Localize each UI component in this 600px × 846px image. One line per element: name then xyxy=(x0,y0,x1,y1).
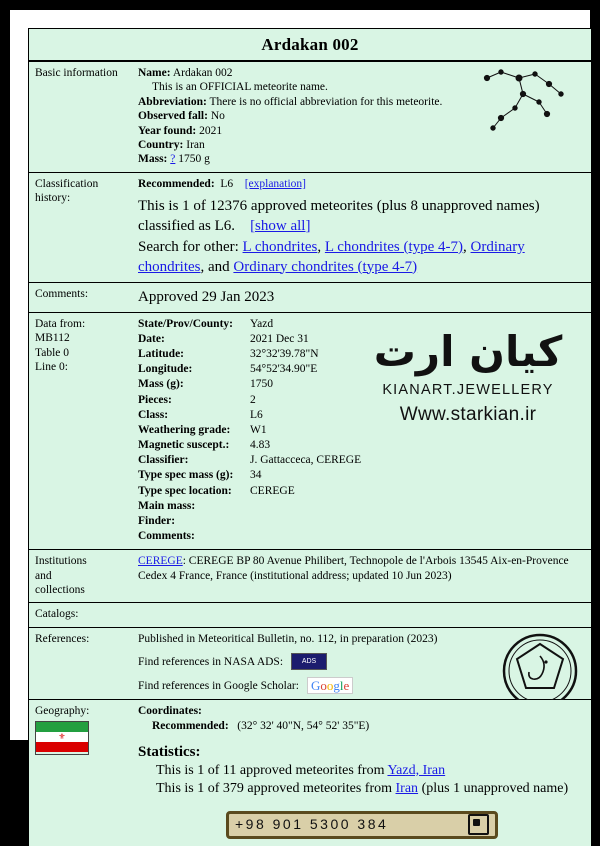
row-body-geography xyxy=(132,700,591,846)
recommended-line xyxy=(138,177,586,191)
institutions-label-line-0: Institutions xyxy=(35,555,87,568)
search-link-ordinary-chondrites[interactable]: Ordinary chondrites xyxy=(138,239,525,275)
row-label-comments xyxy=(29,283,132,313)
row-body-basic-information xyxy=(132,62,591,173)
row-label-basic-information xyxy=(29,62,132,173)
institutions-label-line-1: and xyxy=(35,569,52,582)
basic-mass-line xyxy=(138,152,586,166)
table-row xyxy=(138,453,586,468)
basic-name-key: Name: xyxy=(138,67,171,79)
field-key: Longitude: xyxy=(138,363,193,376)
flag-red-band xyxy=(36,742,88,752)
statistics-country-link[interactable]: Iran xyxy=(395,781,419,797)
field-key: Mass (g): xyxy=(138,378,184,391)
table-row xyxy=(138,529,586,544)
table-row xyxy=(138,499,586,514)
field-value: 2 xyxy=(250,393,256,406)
data-from-label-line-1: MB112 xyxy=(35,332,70,345)
statistics-region-link[interactable]: Yazd, Iran xyxy=(387,762,446,778)
basic-year-value: 2021 xyxy=(199,124,223,137)
search-link-l-chondrites-type-4-7[interactable]: L chondrites (type 4-7) xyxy=(324,239,464,255)
field-value xyxy=(250,499,586,514)
circular-seal-icon xyxy=(501,632,579,710)
google-letter-g: G xyxy=(310,678,321,694)
search-for-other-block: Search for other: L chondrites, L chondrites (type 4-7), Ordinary chondrites, and Ordinary chondrites (type 4-7) xyxy=(138,239,525,275)
basic-mass-value: 1750 g xyxy=(178,153,210,166)
statistics-region-text: This is 1 of 11 approved meteorites from xyxy=(156,762,388,778)
google-letter-e: e xyxy=(343,678,350,694)
statistics-line-country xyxy=(138,780,586,798)
table-row-basic-information xyxy=(29,62,591,173)
field-key: Finder: xyxy=(138,514,176,527)
table-row xyxy=(138,484,586,499)
show-all-link[interactable]: [show all] xyxy=(250,217,311,234)
watermark-logo xyxy=(353,326,583,427)
field-value xyxy=(250,514,586,529)
field-key: Type spec location: xyxy=(138,484,232,497)
watermark-script-text: کیان ارت xyxy=(373,326,563,376)
field-key: Class: xyxy=(138,408,169,421)
search-joiner: , and xyxy=(200,258,230,275)
data-from-label-line-2: Table 0 xyxy=(35,346,70,359)
data-from-label-line-3: Line 0: xyxy=(35,360,68,373)
basic-official-note: This is an OFFICIAL meteorite name. xyxy=(152,81,328,94)
basic-mass-key: Mass: xyxy=(138,153,168,166)
search-prefix: Search for other: xyxy=(138,239,239,255)
row-label-geography xyxy=(29,700,132,846)
field-key: Main mass: xyxy=(138,499,196,512)
basic-abbrev-key: Abbreviation: xyxy=(138,95,207,108)
field-value: 34 xyxy=(250,469,262,482)
table-row-references xyxy=(29,627,591,699)
google-letter-o1: o xyxy=(320,678,327,694)
row-body-comments xyxy=(132,283,591,313)
field-value: 2021 Dec 31 xyxy=(250,332,309,345)
record-table xyxy=(29,61,591,846)
table-row-comments xyxy=(29,283,591,313)
row-label-institutions xyxy=(29,550,132,603)
institution-entry xyxy=(138,554,586,584)
constellation-icon xyxy=(475,64,585,136)
basic-observed-key: Observed fall: xyxy=(138,110,208,123)
field-key: Comments: xyxy=(138,530,195,543)
table-row xyxy=(138,514,586,529)
field-value: J. Gattacceca, CEREGE xyxy=(250,454,362,467)
mass-help-icon[interactable]: ? xyxy=(170,153,176,166)
table-row xyxy=(138,438,586,453)
meteorite-record-sheet xyxy=(28,28,592,832)
institution-link-cerege[interactable]: CEREGE xyxy=(138,555,183,568)
coordinates-block xyxy=(138,704,586,733)
search-link-l-chondrites[interactable]: L chondrites xyxy=(242,239,318,255)
label-text: Geography: xyxy=(35,705,90,718)
field-value: 54°52'34.90"E xyxy=(250,363,318,376)
iran-flag-icon xyxy=(35,721,89,755)
contact-phone-number: +98 901 5300 384 xyxy=(235,815,389,832)
app-icon xyxy=(468,814,489,835)
comments-value: Approved 29 Jan 2023 xyxy=(138,289,275,305)
basic-year-key: Year found: xyxy=(138,124,197,137)
data-from-label-line-0: Data from: xyxy=(35,317,86,330)
classification-statement: This is 1 of 12376 approved meteorites (plus 8 unapproved names) classified as L6. xyxy=(138,198,540,234)
institutions-label-line-2: collections xyxy=(35,584,85,597)
field-key: Classifier: xyxy=(138,454,189,467)
google-letter-g2: g xyxy=(333,678,340,694)
contact-phone-banner xyxy=(226,811,498,839)
field-value: L6 xyxy=(250,408,263,421)
field-key: Weathering grade: xyxy=(138,423,231,436)
row-body-references xyxy=(132,627,591,699)
label-text: Comments: xyxy=(35,288,89,300)
classification-statement-block xyxy=(138,197,586,236)
field-key: State/Prov/County: xyxy=(138,317,233,330)
institution-address: : CEREGE BP 80 Avenue Philibert, Technopole de l'Arbois 13545 Aix-en-Provence Cedex 4 France, France (institutional address; updated 10 Jun 2023) xyxy=(138,555,569,583)
reference-published: Published in Meteoritical Bulletin, no. 112, in preparation (2023) xyxy=(138,632,438,645)
flag-white-band xyxy=(36,732,88,742)
recommended-value: L6 xyxy=(220,177,234,190)
label-text: Classification history: xyxy=(35,177,99,204)
coordinates-label: Coordinates: xyxy=(138,705,202,718)
basic-country-value: Iran xyxy=(186,138,205,151)
coordinates-recommended-line xyxy=(138,719,586,733)
label-text: Catalogs: xyxy=(35,608,79,621)
table-row-classification-history xyxy=(29,172,591,282)
basic-country-line xyxy=(138,138,586,152)
field-value: 4.83 xyxy=(250,439,271,452)
field-value: CEREGE xyxy=(250,484,295,497)
field-value: W1 xyxy=(250,423,267,436)
table-row-institutions xyxy=(29,550,591,603)
field-key: Latitude: xyxy=(138,348,184,361)
page-frame xyxy=(10,10,590,832)
statistics-country-text: This is 1 of 379 approved meteorites from xyxy=(156,781,396,797)
watermark-brand-name: KIANART.JEWELLERY xyxy=(382,381,554,398)
table-row-catalogs xyxy=(29,603,591,627)
explanation-link[interactable]: [explanation] xyxy=(244,177,306,190)
row-label-catalogs xyxy=(29,603,132,627)
field-key: Type spec mass (g): xyxy=(138,469,234,482)
field-value: Yazd xyxy=(250,317,274,330)
nasa-ads-text: Find references in NASA ADS: xyxy=(138,655,284,668)
search-link-ordinary-chondrites-type-4-7[interactable]: Ordinary chondrites (type 4-7) xyxy=(233,258,418,275)
statistics-line-region xyxy=(138,762,586,780)
basic-observed-value: No xyxy=(210,110,225,123)
table-row-data-from xyxy=(29,312,591,550)
coordinates-recommended-key: Recommended: xyxy=(152,719,229,732)
google-scholar-text: Find references in Google Scholar: xyxy=(138,679,299,692)
flag-emblem-icon: ⚜ xyxy=(58,731,66,741)
recommended-key: Recommended: xyxy=(138,177,215,190)
field-key: Date: xyxy=(138,332,165,345)
statistics-title: Statistics: xyxy=(138,743,201,760)
google-letter-l: l xyxy=(339,678,344,694)
label-text: References: xyxy=(35,632,90,645)
nasa-ads-icon[interactable]: ADS xyxy=(291,653,327,670)
page-title: Ardakan 002 xyxy=(29,29,591,61)
field-value xyxy=(250,529,586,544)
field-key: Pieces: xyxy=(138,393,172,406)
row-body-classification-history xyxy=(132,172,591,282)
table-row xyxy=(138,468,586,483)
basic-country-key: Country: xyxy=(138,138,184,151)
field-key: Magnetic suscept.: xyxy=(138,439,230,452)
field-value: 32°32'39.78"N xyxy=(250,348,319,361)
row-body-institutions xyxy=(132,550,591,603)
basic-name-value: Ardakan 002 xyxy=(172,67,233,79)
coordinates-recommended-value: (32° 32' 40"N, 54° 52' 35"E) xyxy=(237,719,370,732)
statistics-country-suffix: (plus 1 unapproved name) xyxy=(418,781,569,797)
basic-abbrev-value: There is no official abbreviation for this meteorite. xyxy=(209,95,443,108)
row-label-references xyxy=(29,627,132,699)
watermark-website: Www.starkian.ir xyxy=(399,403,537,425)
row-label-classification-history xyxy=(29,172,132,282)
google-scholar-icon[interactable] xyxy=(307,677,353,694)
table-row-geography xyxy=(29,700,591,846)
row-label-data-from xyxy=(29,312,132,550)
google-letter-o2: o xyxy=(326,678,334,694)
flag-green-band xyxy=(36,722,88,732)
label-text: Basic information xyxy=(35,67,118,79)
field-value: 1750 xyxy=(250,378,273,391)
row-body-catalogs xyxy=(132,603,591,627)
row-body-data-from xyxy=(132,312,591,550)
